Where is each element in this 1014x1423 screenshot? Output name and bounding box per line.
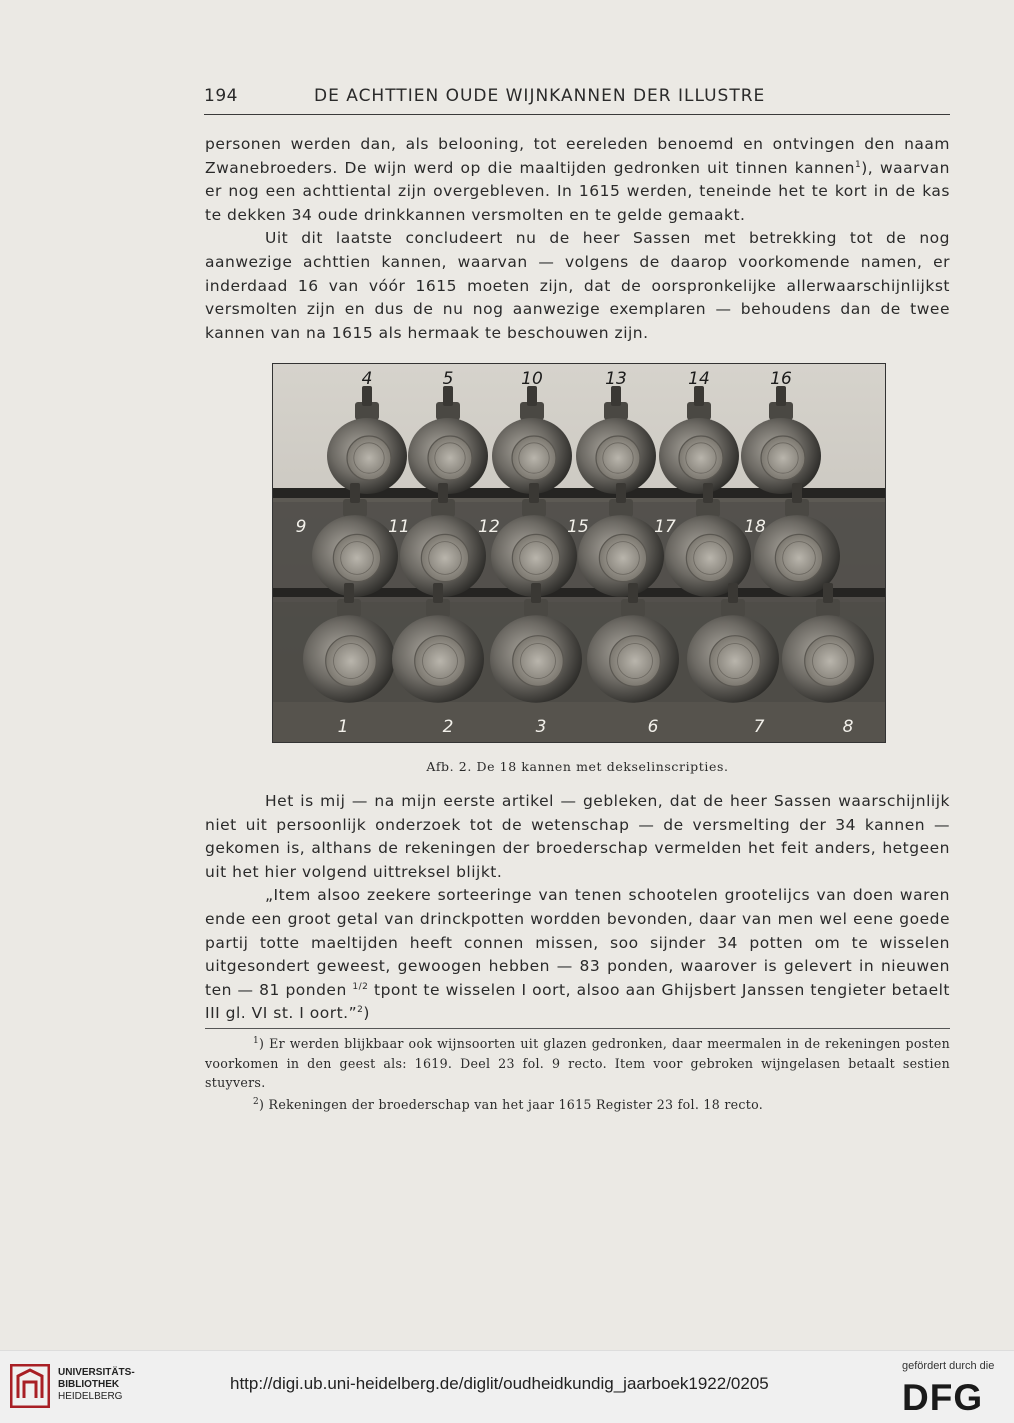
jugs-group [303,386,874,703]
running-header [204,84,950,115]
page-number: 194 [204,86,238,106]
figure-caption: Afb. 2. De 18 kannen met dekselinscripties. [426,759,729,774]
jug-number-label: 15 [567,517,589,537]
footnote-2: $^2$) Rekeningen der broederschap van het jaar 1615 Register 23 fol. 18 recto. [253,1096,764,1112]
paragraph-2: Uit dit laatste concludeert nu de heer Sassen met betrekking tot de nog aanwezige achttien kannen, waarvan — volgens de daarop voorkomende namen, er inderdaad 16 van vóór 1615 moeten zijn, dat de oorspronkelijke allerwaarschijnlijkst versmolten zijn en dus de nu nog aanwezige exemplaren — behoudens dan de twee kannen van na 1615 als hermaak te beschouwen zijn. [205,229,950,342]
footnote-1: $^1$) Er werden blijkbaar ook wijnsoorten uit glazen gedronken, daar meermalen in de rekeningen posten voorkomen in den geest als: 1619. Deel 23 fol. 9 recto. Item voor gebroken wijngelasen betaalt sestien stuyvers. [205,1035,950,1090]
jug-number-label: 16 [770,369,792,389]
jug-thumbpiece [438,483,448,503]
jug-number-label: 7 [753,717,765,737]
jug-number-label: 1 [337,717,349,737]
jug-thumbpiece [792,483,802,503]
paragraph-1: personen werden dan, als belooning, tot eereleden benoemd en ontvingen den naam Zwanebroeders. De wijn werd op die maaltijden gedronken uit tinnen kannen$^1$), waarvan er nog een achttiental zijn overgebleven. In 1615 werden, teneinde het te kort in de kas te dekken 34 oude drinkkannen versmolten en te gelde gemaakt. [205,135,950,224]
jug-number-label: 3 [535,717,547,737]
jug-thumbpiece [823,583,833,603]
fraction-half: 1/2 [352,981,369,992]
jug-thumbpiece [616,483,626,503]
library-name[interactable]: UNIVERSITÄTS- BIBLIOTHEK HEIDELBERG [58,1367,135,1402]
footnote-ref-1[interactable]: 1 [854,159,862,170]
jug-thumbpiece [529,483,539,503]
shelf-base [273,702,885,742]
jugs-photo-illustration [273,364,885,742]
jug-thumbpiece [628,583,638,603]
jug-thumbpiece [527,386,537,406]
library-logo-icon[interactable] [10,1364,50,1408]
jug-thumbpiece [350,483,360,503]
funded-by-text: gefördert durch die [902,1360,995,1372]
later-paragraphs [205,790,950,1026]
jug-number-label: 6 [647,717,659,737]
jug-thumbpiece [703,483,713,503]
footnote-divider [205,1028,950,1029]
jug-number-label: 8 [842,717,854,737]
jug-number-label: 10 [521,369,543,389]
jug-thumbpiece [344,583,354,603]
jug-number-label: 14 [688,369,710,389]
jug-number-label: 9 [295,517,307,537]
jug-thumbpiece [728,583,738,603]
jug-thumbpiece [694,386,704,406]
jug-thumbpiece [531,583,541,603]
jug-number-label: 12 [478,517,500,537]
figure-photo-wine-jugs [272,363,886,743]
jug-number-label: 2 [442,717,454,737]
dfg-logo[interactable]: DFG [902,1377,984,1418]
jug-thumbpiece [776,386,786,406]
digital-library-footer [0,1350,1014,1423]
footnote-ref-2[interactable]: 2 [357,1005,364,1016]
jug-thumbpiece [433,583,443,603]
jug-thumbpiece [611,386,621,406]
jug-number-label: 17 [654,517,676,537]
jug-number-label: 11 [388,517,410,537]
opening-paragraphs [205,133,950,345]
page-url-link[interactable]: http://digi.ub.uni-heidelberg.de/diglit/oudheidkundig_jaarboek1922/0205 [230,1374,769,1393]
quote-paragraph: „Item alsoo zeekere sorteeringe van tenen schootelen grootelijcs van doen waren ende een groot getal van drinckpotten wordden bevonden, daar van men wel eene goede partij totte maeltijden heeft connen missen, soo sijnder 34 potten om te wisselen uitgesondert geweest, gewoogen hebben — 83 ponden, waarover is gelevert in nieuwen ten — 81 ponden $^{1/2}$ tpont te wisselen I oort, alsoo aan Ghijsbert Janssen tengieter betaelt III gl. VI st. I oort.”$^2$) [205,886,950,1023]
jug-number-label: 5 [442,369,454,389]
jug-number-label: 13 [605,369,627,389]
jug-thumbpiece [443,386,453,406]
paragraph-3: Het is mij — na mijn eerste artikel — gebleken, dat de heer Sassen waarschijnlijk niet uit persoonlijk onderzoek tot de wetenschap — de versmelting der 34 kannen — gekomen is, althans de rekeningen der broederschap vermelden het feit anders, hetgeen uit het hier volgend uittreksel blijkt. [205,792,950,881]
footnotes [205,1034,950,1114]
jug-number-label: 18 [744,517,766,537]
running-title: DE ACHTTIEN OUDE WIJNKANNEN DER ILLUSTRE [314,86,766,106]
jug-thumbpiece [362,386,372,406]
jug-number-label: 4 [361,369,373,389]
